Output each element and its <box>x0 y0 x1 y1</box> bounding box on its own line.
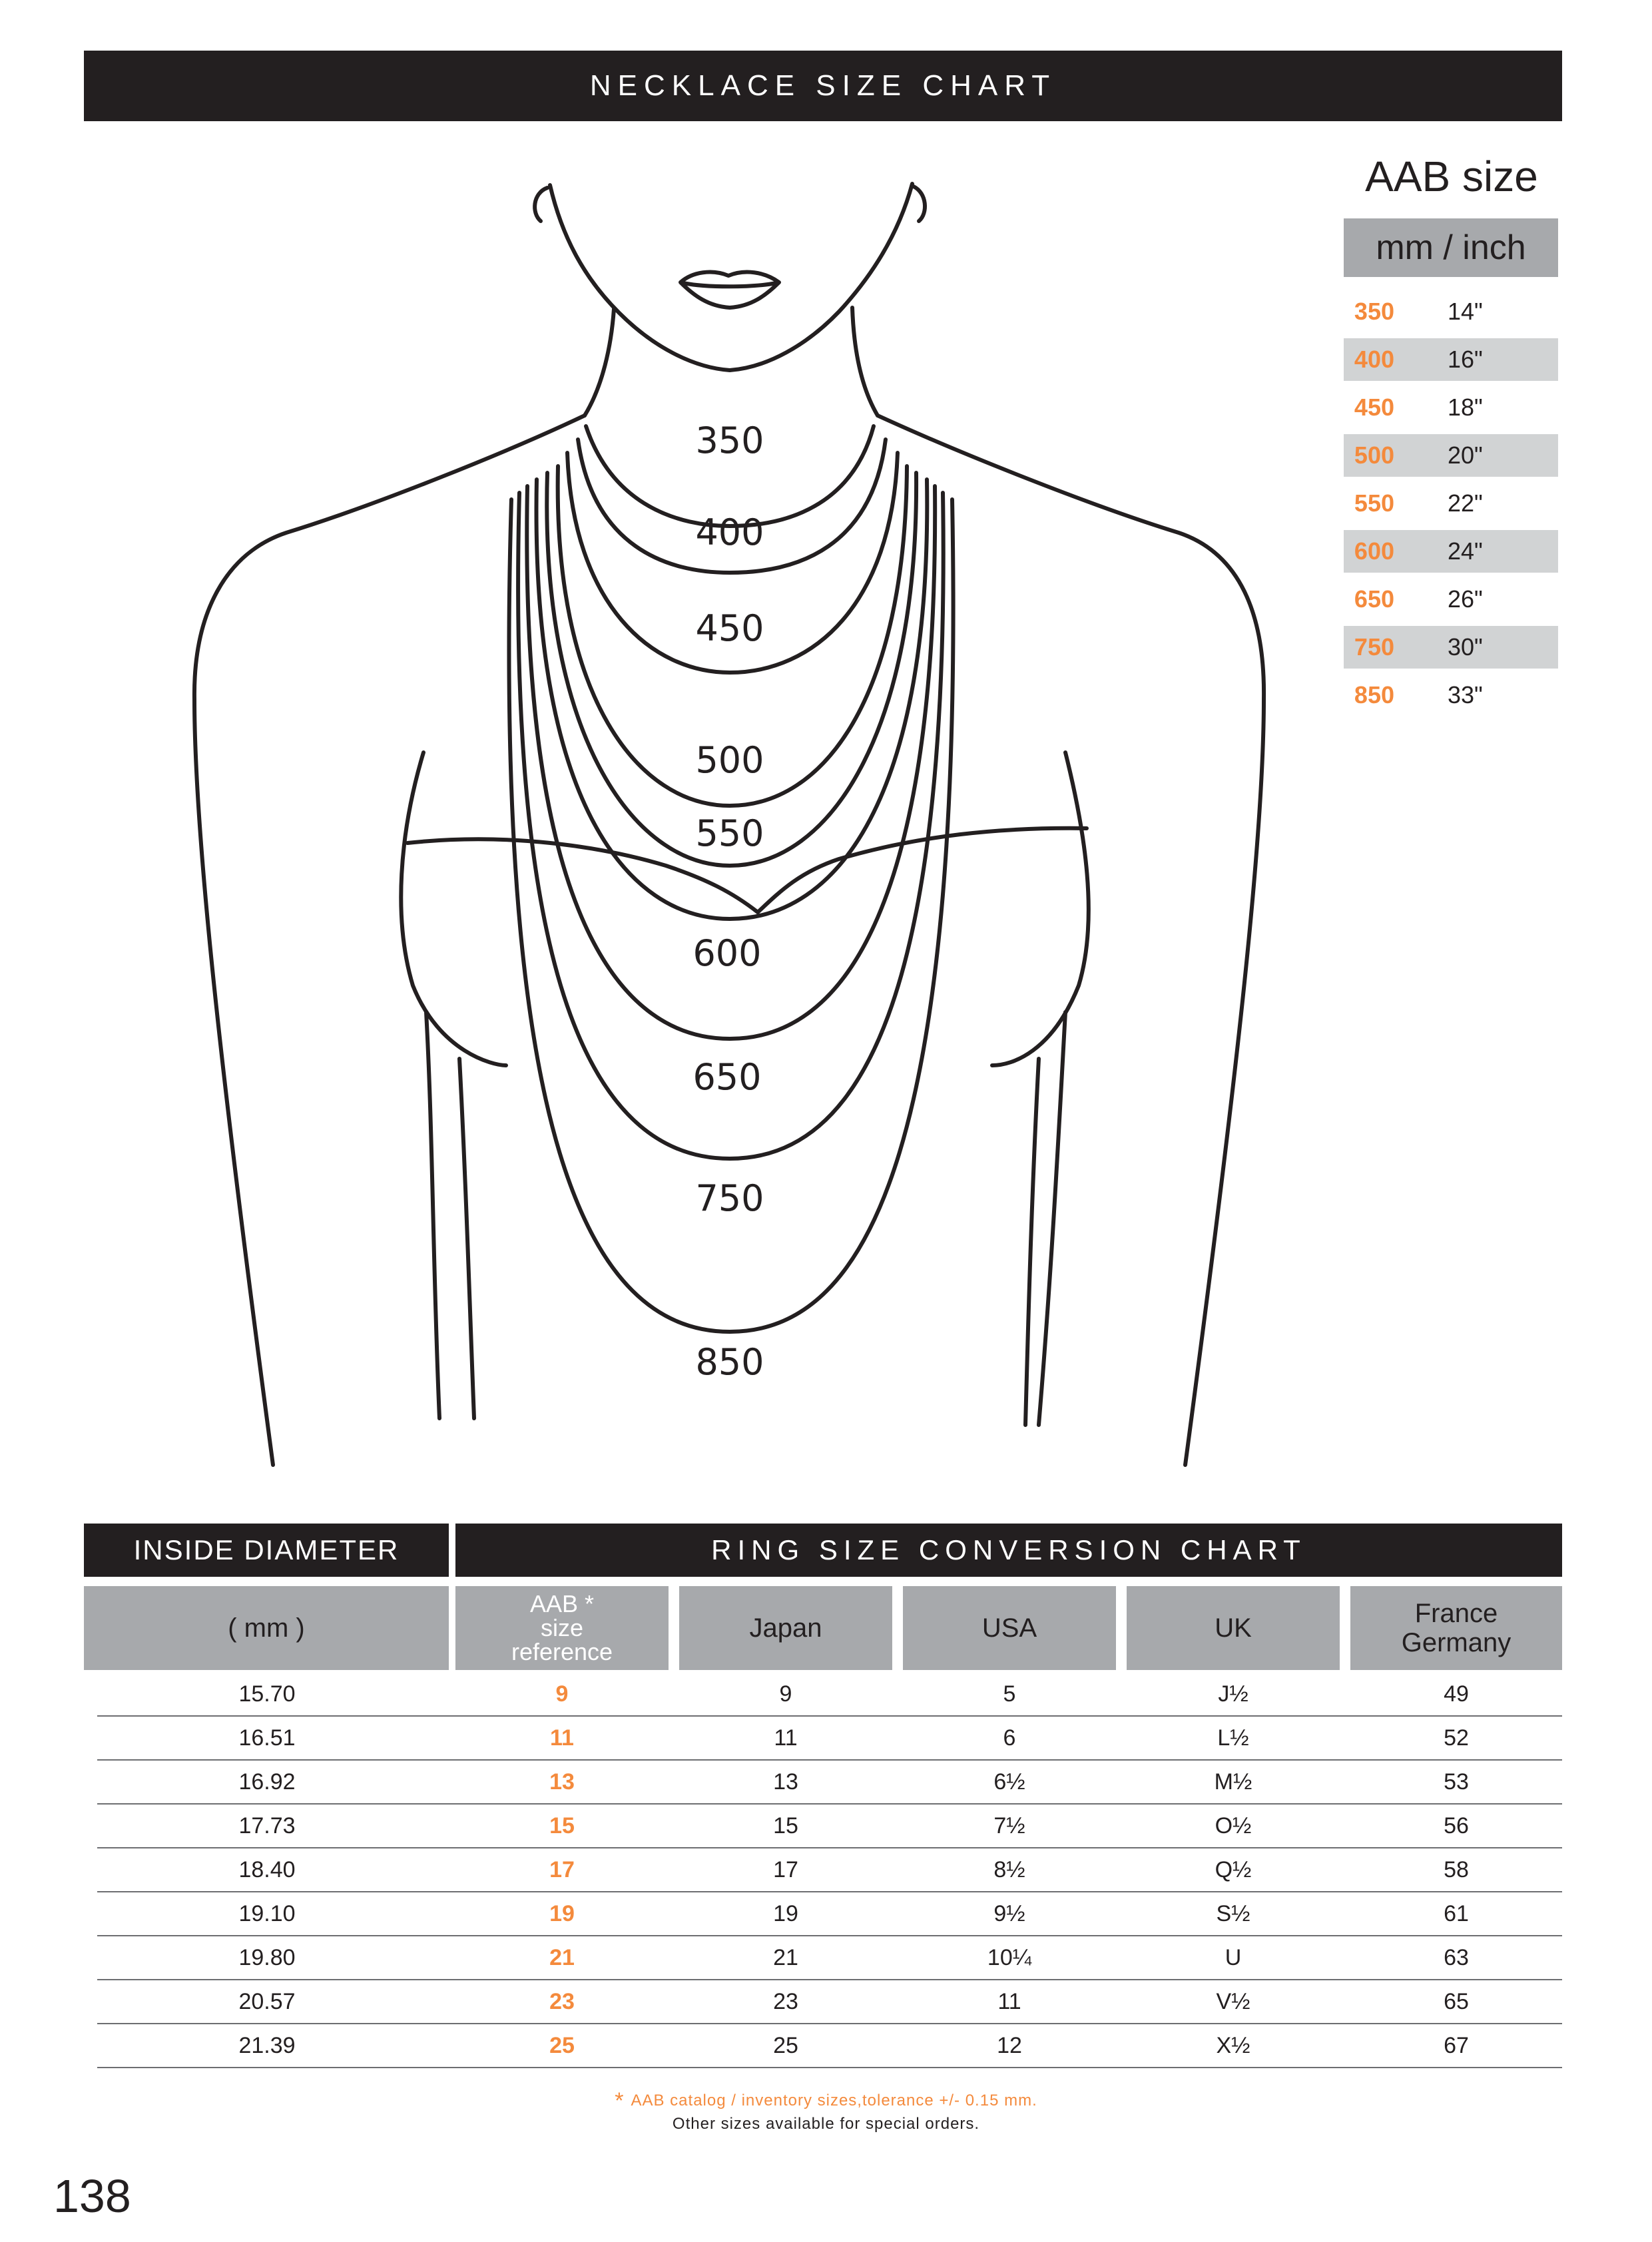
table-row: 21.39 25 25 12 X½ 67 <box>97 2024 1562 2068</box>
label-750: 750 <box>695 1177 764 1219</box>
aab-row: 750 30" <box>1344 626 1558 669</box>
table-row: 19.10 19 19 9½ S½ 61 <box>97 1892 1562 1936</box>
aab-row: 850 33" <box>1354 681 1483 708</box>
necklace-chart-title: NECKLACE SIZE CHART <box>84 51 1562 121</box>
col-head-aab: AAB * size reference <box>455 1586 669 1670</box>
ring-size-table <box>97 1673 1562 2068</box>
col-head-japan: Japan <box>679 1586 892 1670</box>
ring-chart-header: RING SIZE CONVERSION CHART <box>455 1524 1562 1577</box>
aab-row: 550 22" <box>1354 489 1483 517</box>
aab-size-title: AAB size <box>1365 152 1538 200</box>
lips <box>681 272 779 308</box>
label-850: 850 <box>695 1341 764 1383</box>
aab-row: 650 26" <box>1354 585 1483 613</box>
label-650: 650 <box>692 1056 762 1098</box>
table-row: 15.70 9 9 5 J½ 49 <box>97 1673 1562 1717</box>
label-500: 500 <box>695 739 764 781</box>
aab-row: 400 16" <box>1344 338 1558 381</box>
label-600: 600 <box>692 932 762 974</box>
right-ear <box>914 186 925 221</box>
asterisk: * <box>615 2088 625 2113</box>
table-row: 19.80 21 21 10¼ U 63 <box>97 1936 1562 1980</box>
label-550: 550 <box>695 812 764 854</box>
aab-row: 450 18" <box>1354 394 1483 421</box>
table-row: 16.92 13 13 6½ M½ 53 <box>97 1761 1562 1805</box>
label-350: 350 <box>695 420 764 461</box>
table-row: 20.57 23 23 11 V½ 65 <box>97 1980 1562 2024</box>
table-row: 17.73 15 15 7½ O½ 56 <box>97 1805 1562 1848</box>
aab-row: 350 14" <box>1354 298 1483 325</box>
table-row: 18.40 17 17 8½ Q½ 58 <box>97 1848 1562 1892</box>
col-head-france-germany: France Germany <box>1350 1586 1562 1670</box>
col-head-usa: USA <box>903 1586 1116 1670</box>
col-head-mm: ( mm ) <box>84 1586 449 1670</box>
aab-size-table <box>1344 290 1558 722</box>
face-outline <box>550 184 912 370</box>
tolerance-note: * AAB catalog / inventory sizes,tolerance +/- 0.15 mm. <box>615 2088 1037 2113</box>
left-ear <box>535 188 547 221</box>
label-450: 450 <box>695 607 764 649</box>
label-400: 400 <box>695 511 764 553</box>
inside-diameter-header: INSIDE DIAMETER <box>84 1524 449 1577</box>
aab-row: 600 24" <box>1344 530 1558 573</box>
special-orders-note: Other sizes available for special orders. <box>672 2115 980 2133</box>
col-head-uk: UK <box>1127 1586 1340 1670</box>
aab-row: 500 20" <box>1344 434 1558 477</box>
table-row: 16.51 11 11 6 L½ 52 <box>97 1717 1562 1761</box>
page-number: 138 <box>53 2170 131 2222</box>
aab-size-subheader: mm / inch <box>1344 218 1558 277</box>
